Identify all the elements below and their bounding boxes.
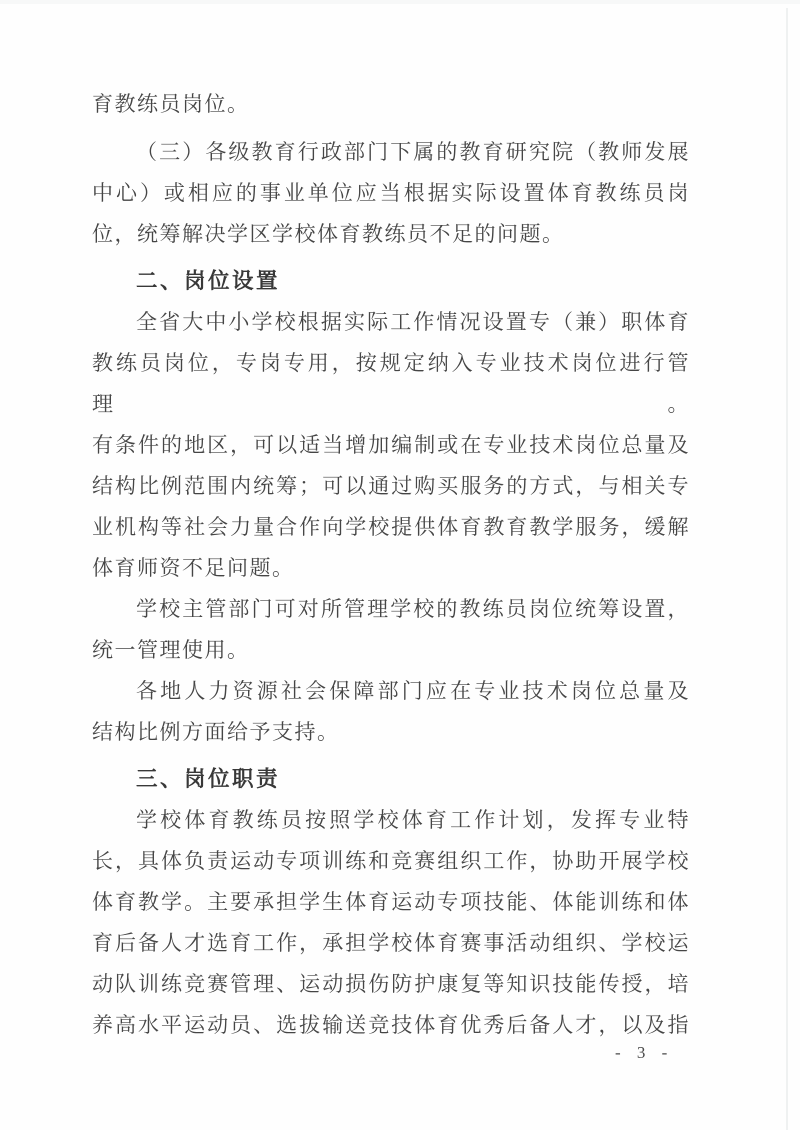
- scan-edge-line: [786, 8, 788, 1130]
- text-line: 长，具体负责运动专项训练和竞赛组织工作，协助开展学校: [92, 849, 690, 873]
- text-line: 统一管理使用。: [92, 638, 250, 662]
- text-line: 体育教学。主要承担学生体育运动专项技能、体能训练和体: [92, 890, 690, 914]
- text-line: 育教练员岗位。: [92, 92, 250, 116]
- text-line: 各地人力资源社会保障部门应在专业技术岗位总量及: [136, 679, 690, 703]
- page-number: - 3 -: [615, 1043, 674, 1062]
- text-line: 位，统筹解决学区学校体育教练员不足的问题。: [92, 222, 565, 246]
- text-line: 全省大中小学校根据实际工作情况设置专（兼）职体育: [136, 310, 690, 334]
- scan-edge-top: [0, 0, 800, 4]
- text-line: 养高水平运动员、选拔输送竞技体育优秀后备人才，以及指: [92, 1013, 690, 1037]
- text-line: 业机构等社会力量合作向学校提供体育教育教学服务，缓解: [92, 515, 690, 539]
- text-line: 动队训练竞赛管理、运动损伤防护康复等知识技能传授，培: [92, 972, 690, 996]
- text-line: 体育师资不足问题。: [92, 556, 295, 580]
- text-line: 结构比例方面给予支持。: [92, 720, 340, 744]
- section-heading-3: 三、岗位职责: [136, 767, 281, 791]
- text-line: 中心）或相应的事业单位应当根据实际设置体育教练员岗: [92, 181, 690, 205]
- section-heading-2: 二、岗位设置: [136, 269, 281, 293]
- text-line: 育后备人才选育工作，承担学校体育赛事活动组织、学校运: [92, 931, 690, 955]
- text-line: 教练员岗位，专岗专用，按规定纳入专业技术岗位进行管理。: [92, 351, 690, 416]
- text-line: 学校主管部门可对所管理学校的教练员岗位统筹设置，: [136, 597, 690, 621]
- text-line: 有条件的地区，可以适当增加编制或在专业技术岗位总量及: [92, 433, 690, 457]
- document-text-block: [92, 84, 690, 1046]
- text-line: 结构比例范围内统筹；可以通过购买服务的方式，与相关专: [92, 474, 690, 498]
- text-line: 学校体育教练员按照学校体育工作计划，发挥专业特: [136, 808, 690, 832]
- text-line: （三）各级教育行政部门下属的教育研究院（教师发展: [136, 140, 690, 164]
